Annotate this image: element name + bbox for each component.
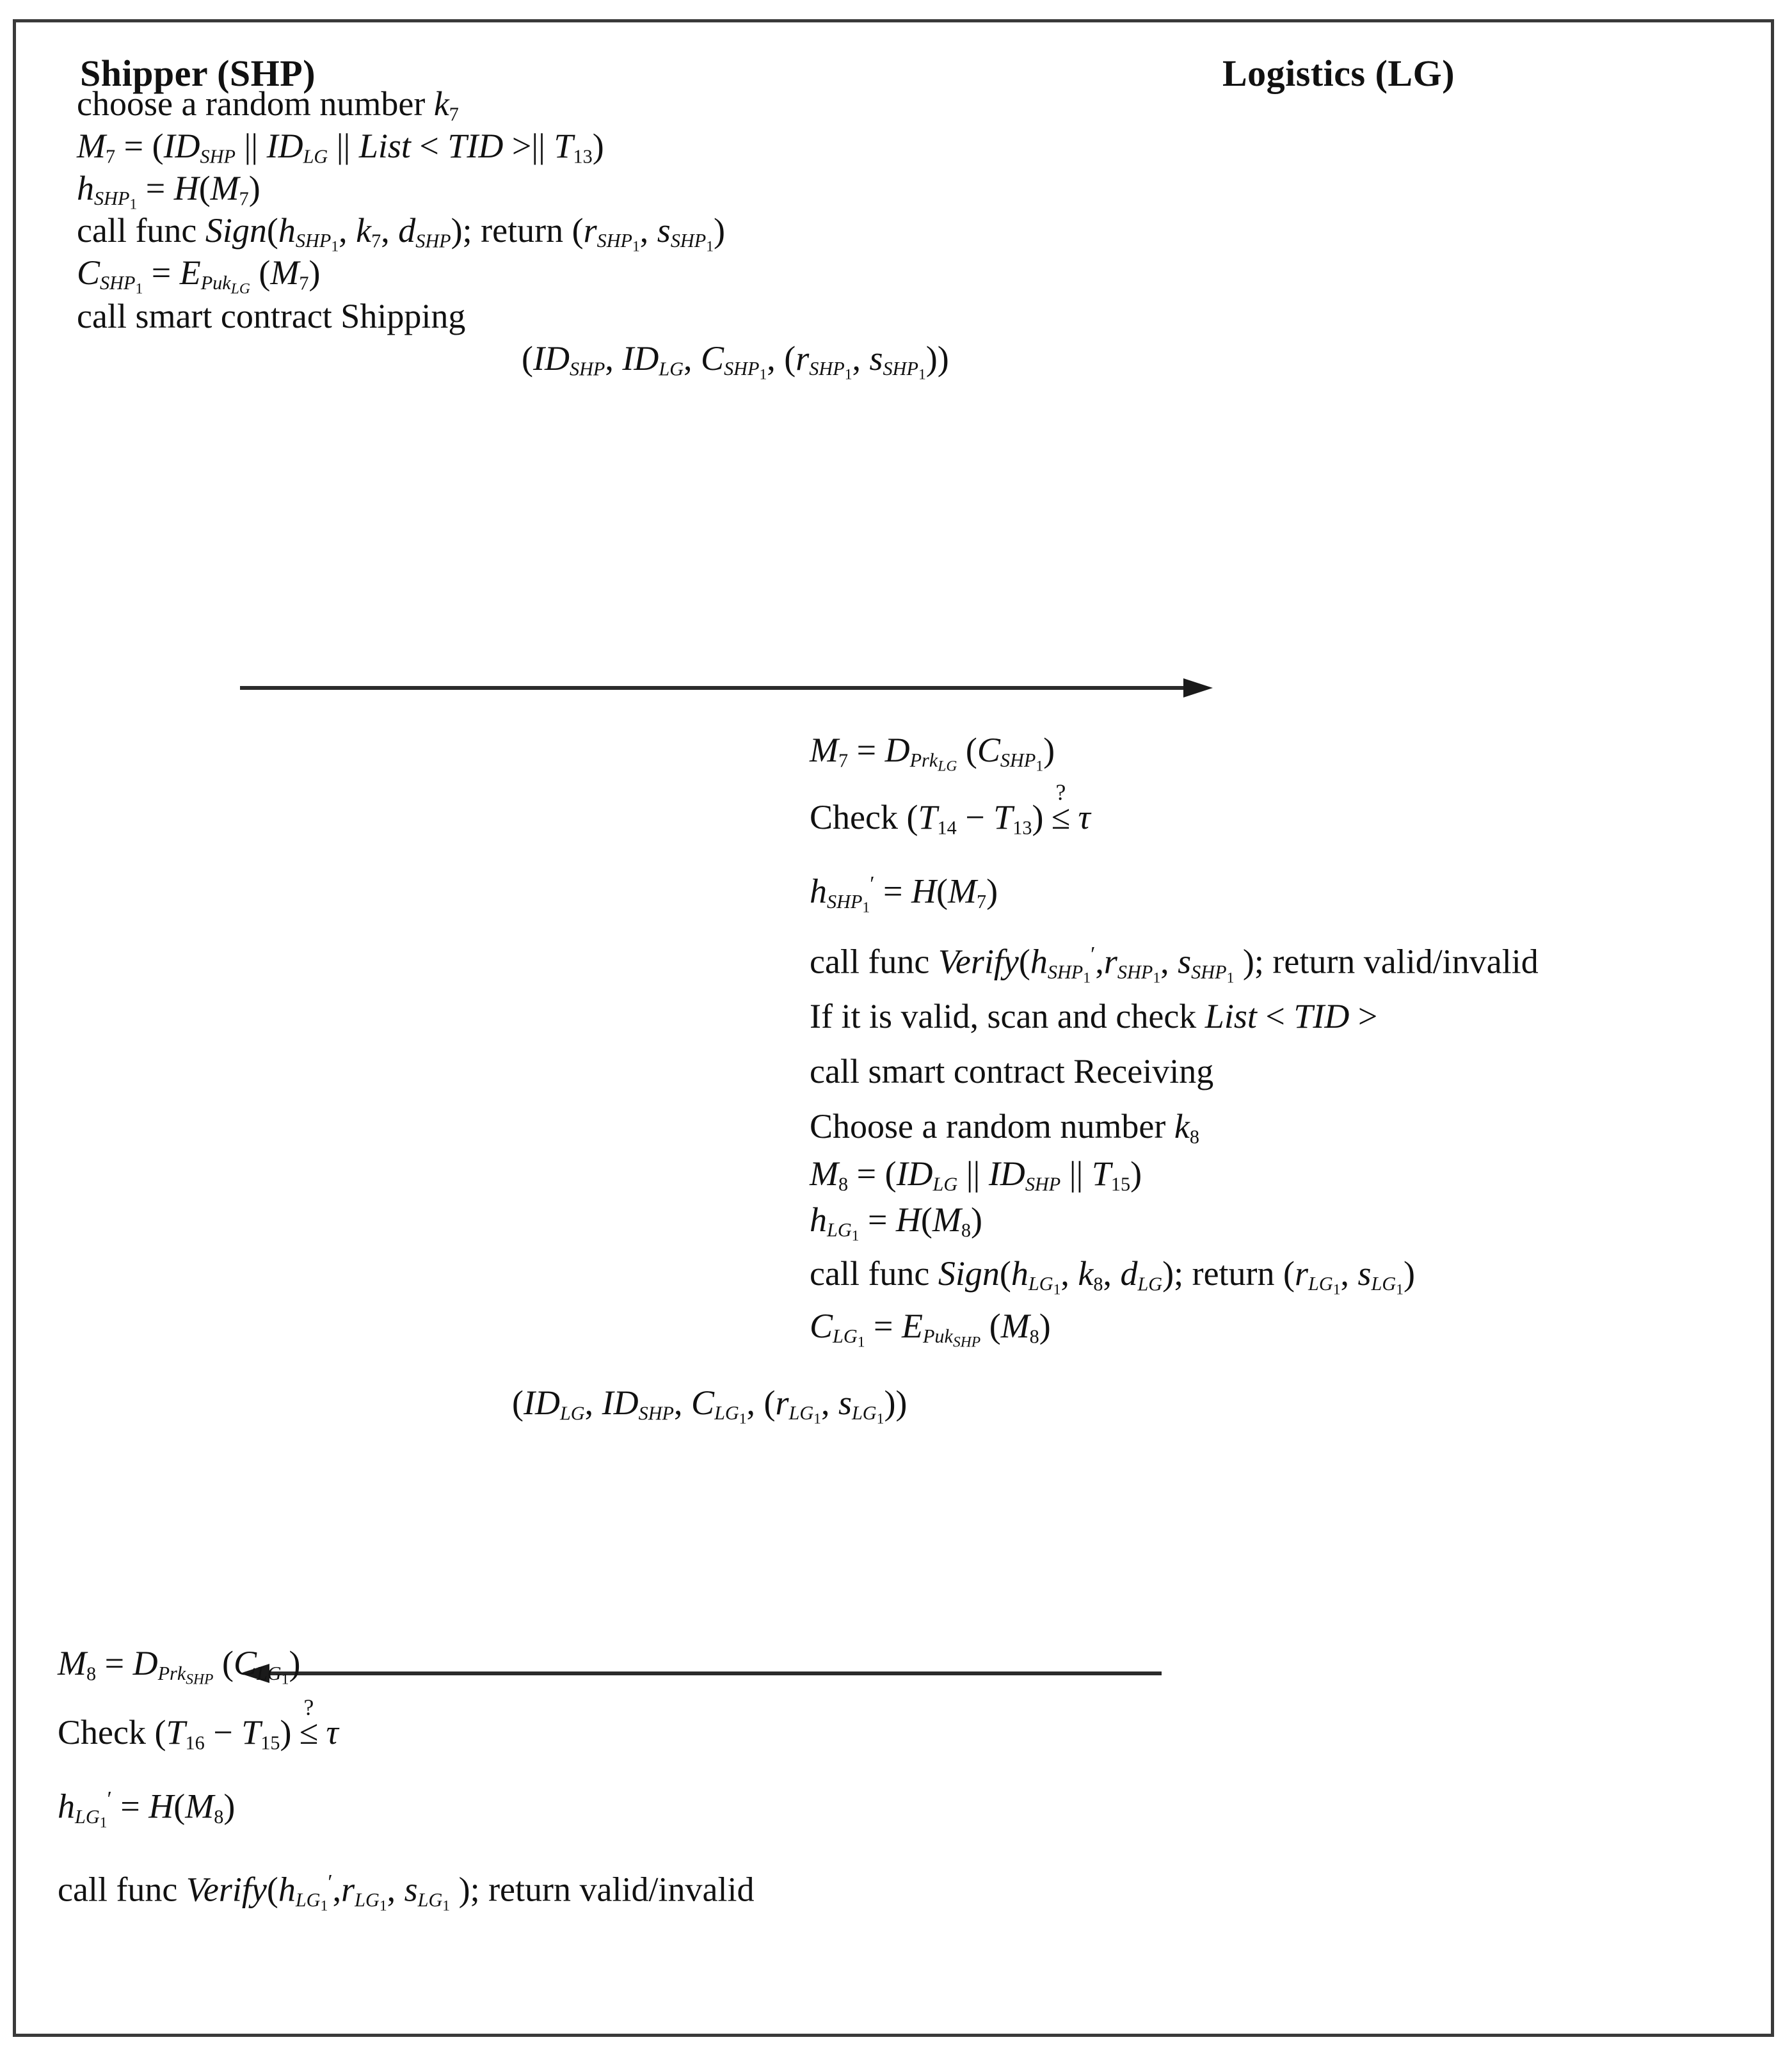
message-1-label: ($ID_{SHP}$, $ID_{LG}$, $C_{SHP_1}$, ($r_{SHP_1}$, $s_{SHP_1}$)) — [522, 339, 949, 384]
shp-line-hash-shp1: $h_{SHP_1} = H(M_7)$ — [77, 169, 260, 214]
column-header-logistics: Logistics (LG) — [1222, 52, 1455, 94]
shp-line-decrypt-m8: $M_8 = D_{Prk_{SHP}}$ $(C_{LG_1})$ — [58, 1644, 301, 1689]
lg-line-call-func-verify: call func $Verify(h_{SHP_1}',r_{SHP_1}$, $s_{SHP_1}$ ); return valid/invalid — [810, 942, 1539, 987]
lg-line-ciphertext-clg1: $C_{LG_1} = E_{Puk_{SHP}}$ $(M_8)$ — [810, 1307, 1051, 1352]
lg-line-choose-random-k8: Choose a random number $k_8$ — [810, 1107, 1199, 1148]
lg-line-m8-definition: $M_8 = (ID_{LG}$ || $ID_{SHP}$ || $T_{15}$) — [810, 1154, 1142, 1195]
figure-frame — [13, 19, 1774, 2037]
shp-line-call-func-verify: call func $Verify(h_{LG_1}',r_{LG_1}$, $s_{LG_1}$ ); return valid/invalid — [58, 1870, 755, 1915]
shp-line-hash-prime-lg1: $h_{LG_1}' = H(M_8)$ — [58, 1787, 236, 1831]
shp-line-check-timestamp: Check $(T_{16} - T_{15})$ ? ≤ τ — [58, 1694, 339, 1754]
shp-line-choose-random-k7: choose a random number $k_7$ — [77, 84, 459, 125]
lg-line-call-func-sign: call func $Sign(h_{LG_1}$, $k_8$, $d_{LG}$); return ($r_{LG_1}$, $s_{LG_1}$) — [810, 1254, 1415, 1299]
lg-line-if-valid-scan-check-list: If it is valid, scan and check List < TID > — [810, 997, 1378, 1035]
shp-line-m7-definition: $M_7 = (ID_{SHP}$ || $ID_{LG}$ || List < TID >|| $T_{13}$) — [77, 127, 604, 168]
lg-line-check-timestamp: Check $(T_{14} - T_{13})$ ? ≤ τ — [810, 779, 1091, 839]
lg-line-decrypt-m7: $M_7 = D_{Prk_{LG}}$ $(C_{SHP_1})$ — [810, 731, 1055, 776]
lg-line-hash-lg1: $h_{LG_1} = H(M_8)$ — [810, 1200, 982, 1245]
lg-line-call-smart-contract-receiving: call smart contract Receiving — [810, 1052, 1214, 1090]
message-1-arrow-right — [240, 678, 1213, 698]
message-2-label: ($ID_{LG}$, $ID_{SHP}$, $C_{LG_1}$, ($r_{LG_1}$, $s_{LG_1}$)) — [512, 1384, 908, 1428]
shp-line-ciphertext-cshp1: $C_{SHP_1} = E_{Puk_{LG}}$ $(M_7)$ — [77, 253, 321, 298]
lg-line-hash-prime-shp1: $h_{SHP_1}' = H(M_7)$ — [810, 872, 998, 916]
column-header-shipper: Shipper (SHP) — [80, 52, 316, 94]
message-2-arrow-left — [240, 1664, 1162, 1683]
shp-line-call-smart-contract-shipping: call smart contract Shipping — [77, 297, 466, 335]
shp-line-call-func-sign: call func $Sign(h_{SHP_1}$, $k_7$, $d_{SHP}$); return ($r_{SHP_1}$, $s_{SHP_1}$) — [77, 211, 726, 256]
